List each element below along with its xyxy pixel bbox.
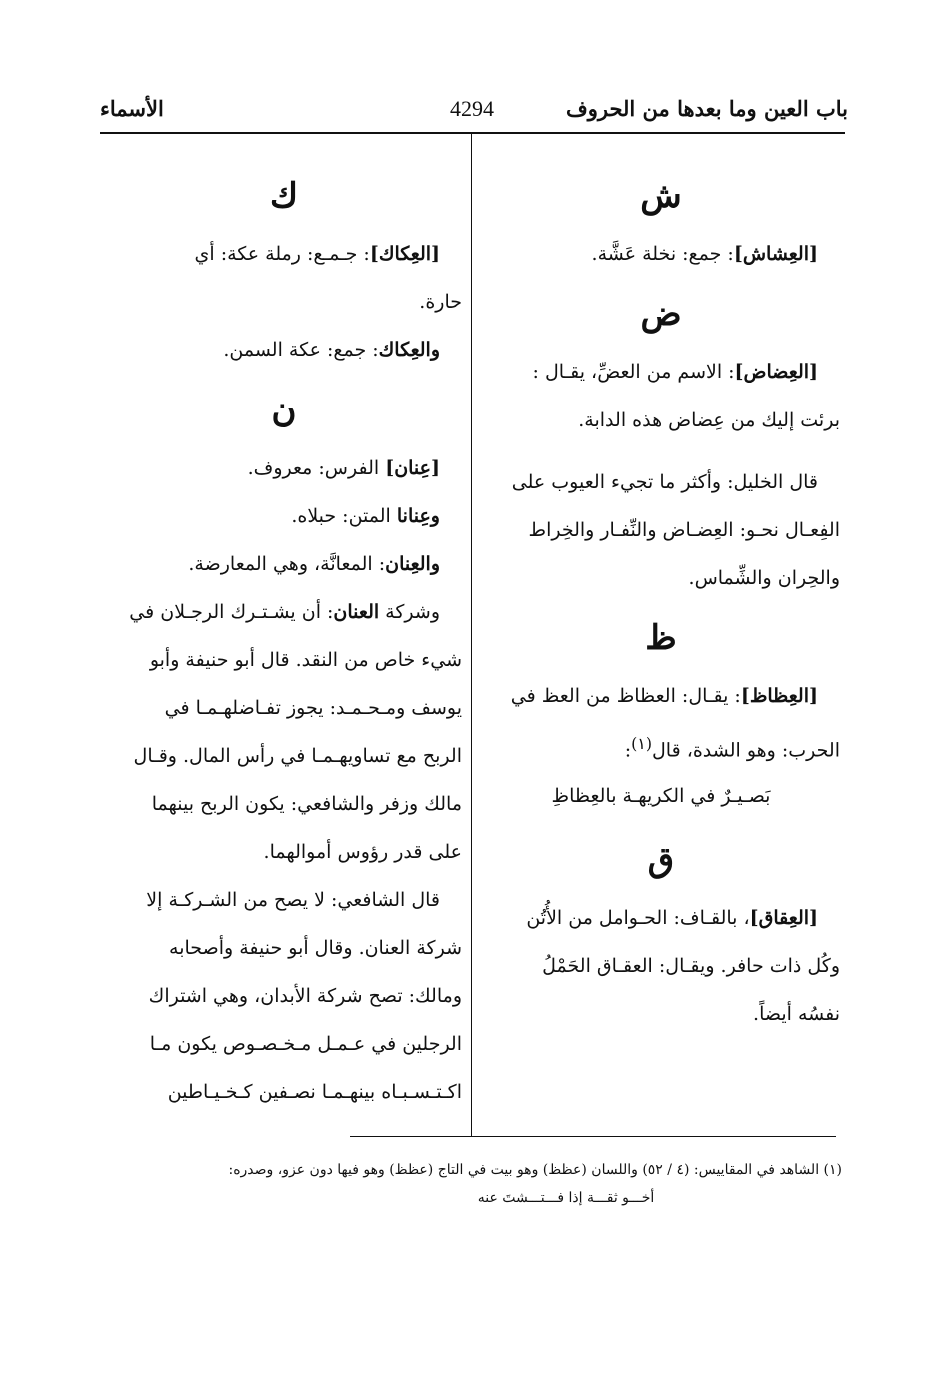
letter-heading-kaf: ك [269, 176, 299, 216]
poem-verse: بَصـيـرٌ في الكريهـة بالعِظاظِ [551, 785, 771, 807]
entry-al-inan [106, 540, 462, 588]
entry-line [482, 720, 840, 768]
entry-line: الربح مع تساويهـمـا في رأس المال. وقـال [133, 745, 462, 767]
column-divider [471, 134, 472, 1136]
entry-line: شيء خاص من النقد. قال أبو حنيفة وأبو [149, 649, 462, 671]
entry-line: قال الخليل: وأكثر ما تجيء العيوب على [511, 471, 818, 493]
entry-text: : المعانَّة، وهي المعارضة. [188, 553, 386, 575]
headword: والعِنان [385, 553, 440, 575]
entry-sharikat-al-inan [106, 588, 462, 636]
left-column [106, 160, 462, 1116]
entry-izaz [482, 672, 840, 720]
headword: [العِشاش] [733, 243, 818, 265]
entry-line: الرجلين في عـمـل مـخـصـوص يكون مـا [149, 1033, 462, 1055]
entry-inana [106, 492, 462, 540]
letter-heading-nun: ن [271, 390, 297, 430]
headword: [العِقاق] [749, 907, 818, 929]
entry-line: على قدر رؤوس أموالهما. [263, 841, 462, 863]
chapter-title: باب العين وما بعدها من الحروف [565, 96, 848, 121]
entry-text: : جـمـع: رملة عكة: أي [194, 243, 370, 265]
entry-line: نفسُه أيضاً. [753, 1003, 840, 1025]
footnote-ref: (١) [631, 734, 652, 753]
headword: وعِنانا [396, 505, 440, 527]
entry-text: : [624, 739, 632, 762]
letter-heading-sh: ش [640, 176, 682, 216]
headword: [عِنان] [385, 457, 440, 479]
footnote-rule [350, 1136, 836, 1137]
headword: [العِضاض] [734, 361, 818, 383]
entry-line: برئت إليك من عِضاض هذه الدابة. [578, 409, 840, 431]
headword: والعِكاك [378, 339, 440, 361]
entry-text: وشركة [379, 601, 440, 623]
entry-text: ، بالقـاف: الحـوامل من الأُتُن [526, 907, 750, 929]
entry-ishash [482, 230, 840, 278]
entry-ikak [106, 230, 462, 278]
entry-text: : جمع: عكة السمن. [223, 339, 379, 361]
letter-heading-za: ظ [645, 618, 677, 658]
entry-inan [106, 444, 462, 492]
entry-line: اكـتـسـبـاه بينهـمـا نصـفين كـخـيـاطين [167, 1081, 462, 1103]
letter-heading-dad: ض [640, 294, 682, 334]
entry-line: قال الشافعي: لا يصح من الشـركـة إلا [146, 889, 440, 911]
entry-text: : الاسم من العضِّ، يقـال : [532, 361, 735, 383]
page-number: 4294 [450, 96, 494, 121]
right-column [482, 160, 840, 1038]
headword: [العِكاك] [369, 243, 440, 265]
section-title: الأسماء [100, 96, 164, 121]
entry-text: المتن: حبلاه. [291, 505, 397, 527]
entry-text: الحرب: وهو الشدة، قال [652, 739, 840, 762]
footnote-verse: أخـــو ثقـــة إذا فـــتـــشتَ عنه [477, 1190, 655, 1206]
letter-heading-qaf: ق [647, 840, 675, 880]
entry-line: الفِعـال نحـو: العِضـاض والنِّفـار والخِراط [528, 519, 840, 541]
entry-text: : جمع: نخلة عَشَّة. [591, 243, 734, 265]
entry-line: والحِران والشِّماس. [688, 567, 840, 589]
entry-line: ومالك: تصح شركة الأبدان، وهي اشتراك [148, 985, 462, 1007]
entry-idad [482, 348, 840, 396]
entry-line: يوسف ومـحـمـد: يجوز تفـاضلهـمـا في [164, 697, 462, 719]
entry-text: الفرس: معروف. [247, 457, 386, 479]
headword: العنان [333, 601, 380, 623]
entry-ikak-2 [106, 326, 462, 374]
entry-text: : أن يشـتـرك الرجـلان في [129, 601, 334, 623]
entry-line: وكُل ذات حافر. ويقـال: العقـاق الحَمْلُ [542, 955, 840, 977]
footnote-text: (١) الشاهد في المقاييس: (٤ / ٥٢) واللسان (عظظ) وهو بيت في التاج (عظظ) وهو فيها دون عزو، وصدره: [228, 1162, 842, 1178]
entry-line: مالك وزفر والشافعي: يكون الربح بينهما [151, 793, 462, 815]
entry-line: حارة. [419, 291, 462, 313]
entry-text: : يقـال: العظاظ من العظ في [510, 685, 741, 707]
footnote [120, 1156, 842, 1212]
header-rule [100, 132, 845, 134]
entry-line: شركة العنان. وقال أبو حنيفة وأصحابه [169, 937, 462, 959]
entry-iqaq [482, 894, 840, 942]
headword: [العِظاظ] [740, 685, 818, 707]
page-header [100, 92, 848, 134]
